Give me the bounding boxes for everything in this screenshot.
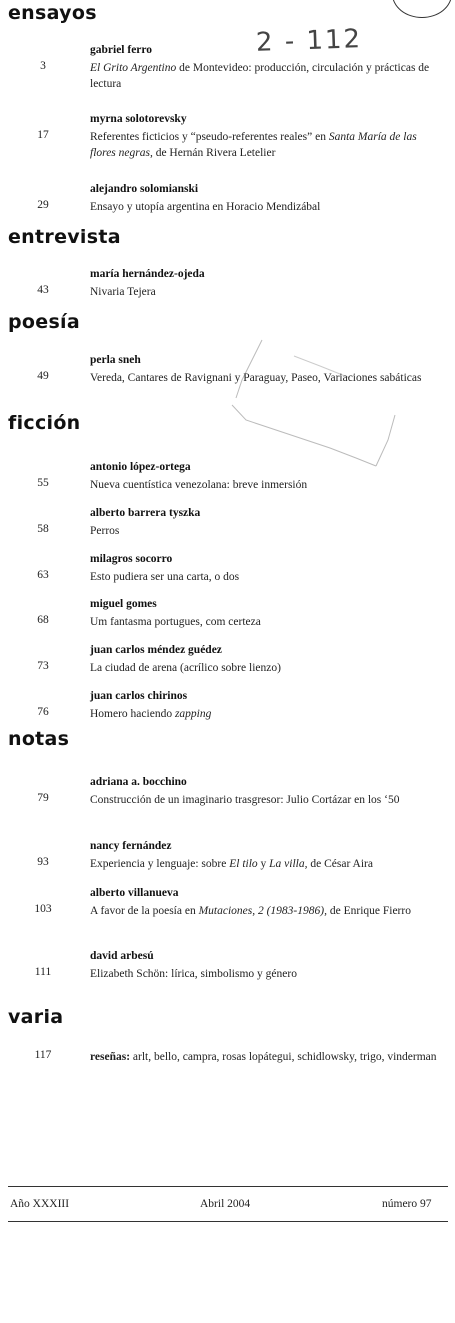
entry-page: 3 — [40, 60, 46, 72]
section-heading-ficcion: ficción — [8, 412, 81, 434]
footer-rule-bottom — [8, 1221, 448, 1222]
entry-author: alberto barrera tyszka — [90, 507, 201, 519]
entry-author: perla sneh — [90, 354, 141, 366]
entry-title: A favor de la poesía en Mutaciones, 2 (1983-1986), de Enrique Fierro — [90, 905, 411, 917]
section-heading-ensayos: ensayos — [8, 2, 97, 24]
entry-author: david arbesú — [90, 950, 154, 962]
stamp-arc — [392, 0, 452, 18]
entry-title: La ciudad de arena (acrílico sobre lienzo) — [90, 662, 281, 674]
entry-title: Homero haciendo zapping — [90, 708, 212, 720]
section-heading-varia: varia — [8, 1006, 64, 1028]
entry-title: Ensayo y utopía argentina en Horacio Mendizábal — [90, 201, 321, 213]
entry-title — [90, 1049, 445, 1065]
entry-page: 17 — [37, 129, 49, 141]
entry-author: alejandro solomianski — [90, 183, 199, 195]
entry-page: 111 — [34, 966, 52, 978]
entry-author: maría hernández-ojeda — [90, 268, 205, 280]
entry-page: 58 — [37, 523, 49, 535]
entry-author: myrna solotorevsky — [90, 113, 187, 125]
footer-rule-top — [8, 1186, 448, 1187]
entry-author: antonio lópez-ortega — [90, 461, 191, 473]
entry-title: El Grito Argentino de Montevideo: producción, circulación y prácticas de lectura — [90, 62, 430, 90]
footer-year: Año XXXIII — [10, 1198, 70, 1210]
entry-page: 93 — [37, 856, 49, 868]
entry-author: juan carlos chirinos — [90, 690, 188, 702]
entry-page: 43 — [37, 284, 49, 296]
entry-title: Vereda, Cantares de Ravignani y Paraguay, Paseo, Variaciones sabáticas — [90, 372, 422, 384]
entry-title: Um fantasma portugues, com certeza — [90, 616, 261, 628]
entry-author: adriana a. bocchino — [90, 776, 187, 788]
entry-title: Esto pudiera ser una carta, o dos — [90, 571, 240, 583]
handwritten-note: 2 - 112 — [255, 24, 363, 58]
entry-title-text: arlt, bello, campra, rosas lopátegui, schidlowsky, trigo, vinderman — [130, 1051, 437, 1063]
entry-author: juan carlos méndez guédez — [90, 644, 222, 656]
entry-title: Elizabeth Schön: lírica, simbolismo y género — [90, 968, 297, 980]
entry-page: 117 — [34, 1049, 52, 1061]
entry-author: nancy fernández — [90, 840, 172, 852]
entry-author: gabriel ferro — [90, 44, 153, 56]
entry-page: 103 — [34, 903, 52, 915]
entry-title: Perros — [90, 525, 120, 537]
entry-title: Experiencia y lenguaje: sobre El tilo y La villa, de César Aira — [90, 858, 373, 870]
entry-author: miguel gomes — [90, 598, 157, 610]
section-heading-notas: notas — [8, 728, 70, 750]
section-heading-entrevista: entrevista — [8, 226, 121, 248]
entry-page: 73 — [37, 660, 49, 672]
entry-page: 55 — [37, 477, 49, 489]
entry-title: Nueva cuentística venezolana: breve inmersión — [90, 479, 308, 491]
entry-page: 29 — [37, 199, 49, 211]
entry-label: reseñas: — [90, 1051, 131, 1063]
footer-issue: número 97 — [382, 1198, 432, 1210]
entry-page: 79 — [37, 792, 49, 804]
entry-title: Nivaria Tejera — [90, 286, 156, 298]
entry-author: milagros socorro — [90, 553, 173, 565]
entry-page: 68 — [37, 614, 49, 626]
entry-author: alberto villanueva — [90, 887, 179, 899]
footer-date: Abril 2004 — [200, 1198, 251, 1210]
entry-page: 49 — [37, 370, 49, 382]
section-heading-poesia: poesía — [8, 311, 80, 333]
entry-page: 63 — [37, 569, 49, 581]
entry-title: Referentes ficticios y “pseudo-referentes reales” en Santa María de las flores negras, de Hernán Rivera Letelier — [90, 131, 417, 159]
entry-title: Construcción de un imaginario trasgresor: Julio Cortázar en los ‘50 — [90, 794, 400, 806]
entry-page: 76 — [37, 706, 49, 718]
